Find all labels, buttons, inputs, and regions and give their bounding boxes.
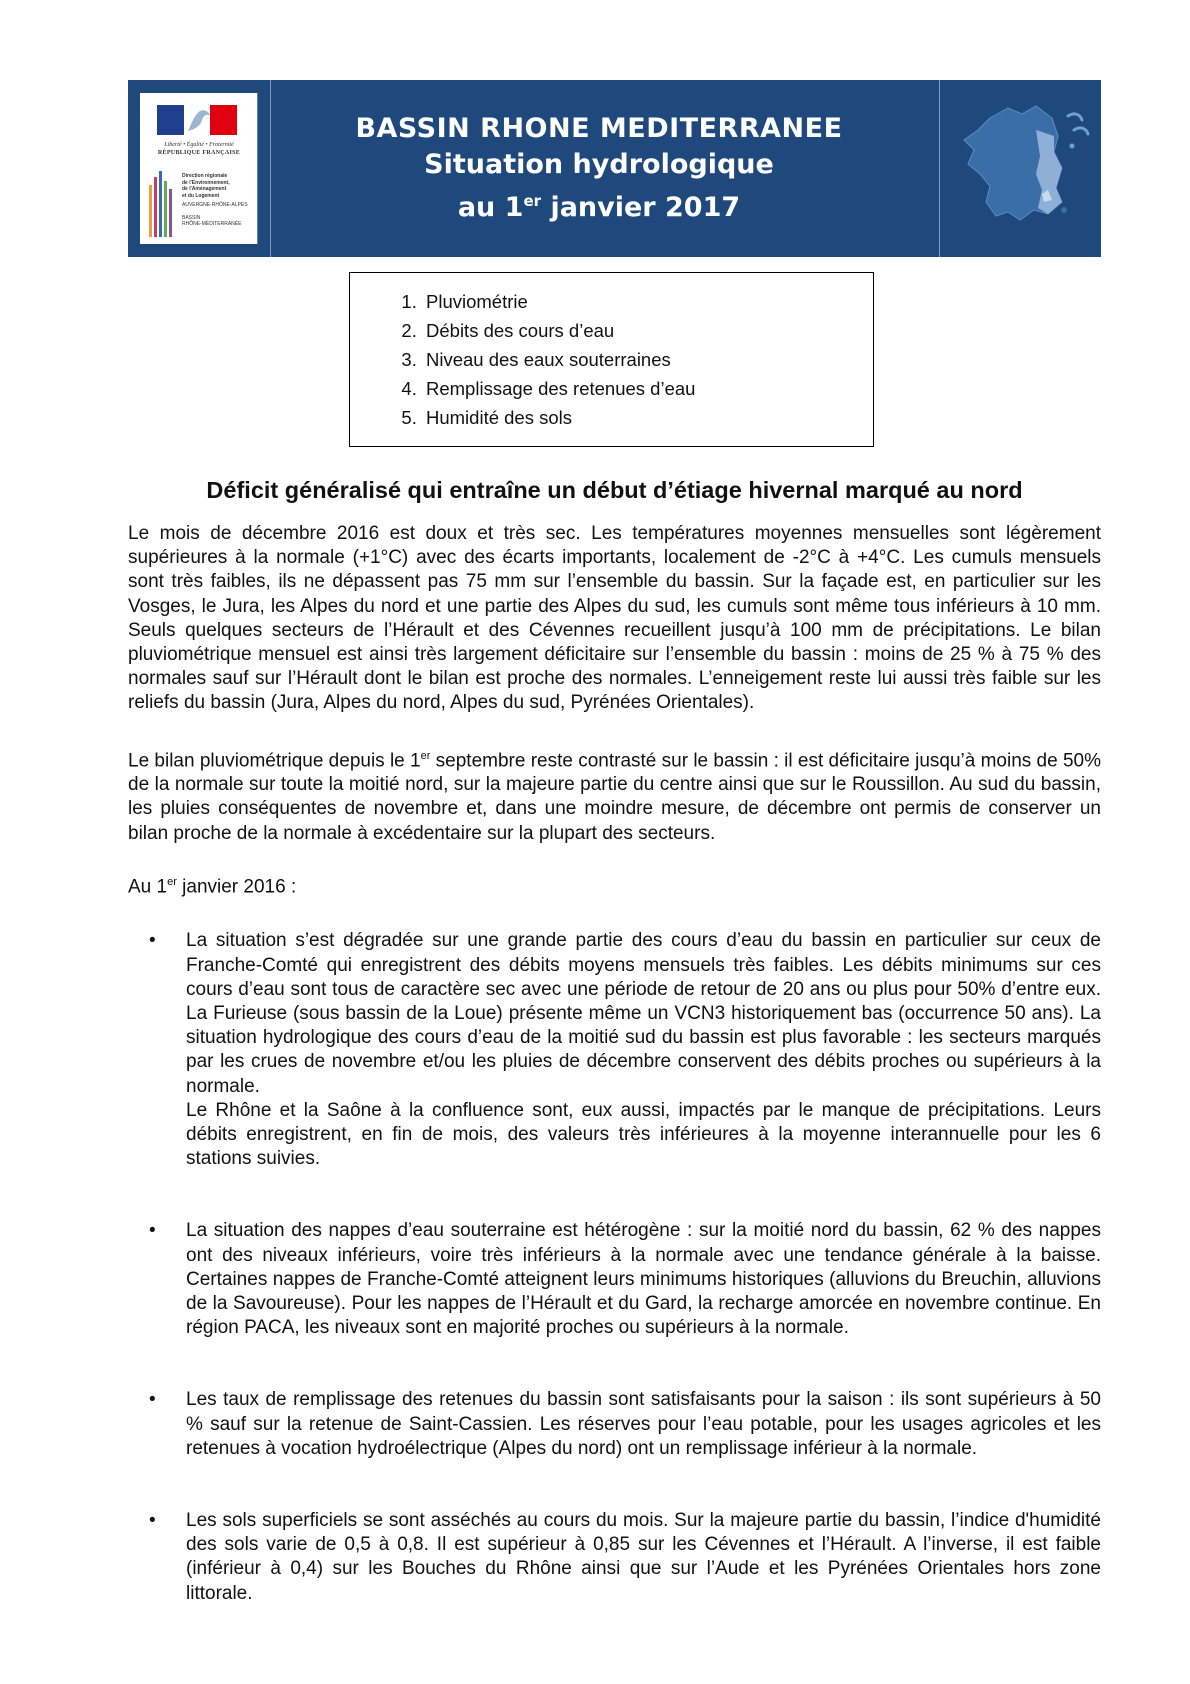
document-body [128,522,1101,1631]
logo-text: Direction régionale de l'Environnement, de l'Aménagement et du Logement AUVERGNE-RHÔNE-ALPES BASSIN RHÔNE-MÉDITERRANÉE [182,173,248,227]
toc-item: 4. Remplissage des retenues d’eau [422,374,873,403]
title-line-1: BASSIN RHONE MEDITERRANEE [355,113,843,144]
toc-item: 2. Débits des cours d’eau [422,316,873,345]
table-of-contents [349,272,874,447]
toc-item: 3. Niveau des eaux souterraines [422,345,873,374]
france-map-icon [950,90,1100,240]
toc-item: 1. Pluviométrie [422,287,873,316]
bullet-text: Les taux de remplissage des retenues du bassin sont satisfaisants pour la saison : ils sont supérieurs à 50 % sauf sur la retenue de Saint-Cassien. Les réserves pour l’eau potable, pour les usages agricoles et les retenues à vocation hydroélectrique (Alpes du nord) ont un remplissage inférieur à la normale. [186,1389,1101,1459]
dreal-stripes-icon [148,171,176,237]
bullet-text: La situation s’est dégradée sur une grande partie des cours d’eau du bassin en particulier sur ceux de Franche-Comté qui enregistrent des débits moyens mensuels très faibles. Les débits minimums sur ces cours d’eau sont tous de caractère sec avec une période de retour de 20 ans ou plus pour 50% d’entre eux. La Furieuse (sous bassin de la Loue) présente même un VCN3 historiquement bas (occurrence 50 ans). La situation hydrologique des cours d’eau de la moitié sud du bassin est plus favorable : les secteurs marqués par les crues de novembre et/ou les pluies de décembre conservent des débits proches ou supérieurs à la normale. [186,930,1101,1097]
header-banner [128,80,1101,257]
paragraph-september: Le bilan pluviométrique depuis le 1er septembre reste contrasté sur le bassin : il est déficitaire jusqu’à moins de 50% de la normale sur toute la moitié nord, sur la majeure partie du centre ainsi que sur le Roussillon. Au sud du bassin, les pluies conséquentes de novembre et, dans une moindre mesure, de décembre ont permis de conserver un bilan proche de la normale à excédentaire sur la plupart des secteurs. [128,749,1101,844]
bullet-icon: • [149,1389,156,1411]
bullet-icon: • [149,1509,156,1531]
list-item [128,1219,1101,1340]
section-heading: Déficit généralisé qui entraîne un début d’étiage hivernal marqué au nord [206,477,1023,503]
list-item [128,1509,1101,1606]
title-line-3: au 1er janvier 2017 [457,192,741,223]
title-line-2: Situation hydrologique [424,149,774,180]
banner-title [271,80,927,257]
paragraph-december: Le mois de décembre 2016 est doux et très sec. Les températures moyennes mensuelles sont légèrement supérieures à la normale (+1°C) avec des écarts importants, localement de -2°C à +4°C. Les cumuls mensuels sont très faibles, ils ne dépassent pas 75 mm sur l’ensemble du bassin. Sur la façade est, en particulier sur les Vosges, le Jura, les Alpes du nord et une partie des Alpes du sud, les cumuls sont même tous inférieurs à 10 mm. Seuls quelques secteurs de l’Hérault et des Cévennes recueillent jusqu’à 100 mm de précipitations. Le bilan pluviométrique mensuel est ainsi très largement déficitaire sur l’ensemble du bassin : moins de 25 % à 75 % des normales sauf sur l’Hérault dont le bilan est proche des normales. L’enneigement reste lui aussi très faible sur les reliefs du bassin (Jura, Alpes du nord, Alpes du sud, Pyrénées Orientales). [128,523,1101,714]
prefecture-logo [140,93,258,244]
toc-item: 5. Humidité des sols [422,403,873,432]
basin-map [940,80,1101,257]
list-item [128,1388,1101,1461]
bullet-text: La situation des nappes d’eau souterraine est hétérogène : sur la moitié nord du bassin, 62 % des nappes ont des niveaux inférieurs, voire très inférieurs à la normale avec une tendance générale à la baisse. Certaines nappes de Franche-Comté atteignent leurs minimums historiques (alluvions du Breuchin, alluvions de la Savoureuse). Pour les nappes de l’Hérault et du Gard, la recharge amorcée en novembre continue. En région PACA, les niveaux sont en majorité proches ou supérieurs à la normale. [186,1220,1101,1339]
paragraph-date: Au 1er janvier 2016 : [128,875,297,898]
bullet-icon: • [149,1220,156,1242]
bullet-text: Le Rhône et la Saône à la confluence sont, eux aussi, impactés par le manque de précipitations. Leurs débits enregistrent, en fin de mois, des valeurs très inférieures à la moyenne interannuelle pour les 6 stations suivies. [186,1099,1101,1170]
republique-flag-icon [157,105,237,135]
list-item [128,929,1101,1171]
bullet-text: Les sols superficiels se sont asséchés au cours du mois. Sur la majeure partie du bassin, l’indice d'humidité des sols varie de 0,5 à 0,8. Il est supérieur à 0,85 sur les Cévennes et l’Hérault. A l’inverse, il est faible (inférieur à 0,4) sur les Bouches du Rhône ainsi que sur l’Aude et les Pyrénées Orientales hors zone littorale. [186,1509,1101,1604]
logo-motto: Liberté • Égalité • Fraternité RÉPUBLIQUE FRANÇAISE [157,142,241,156]
bullet-icon: • [149,930,156,952]
bullet-list [128,929,1101,1605]
